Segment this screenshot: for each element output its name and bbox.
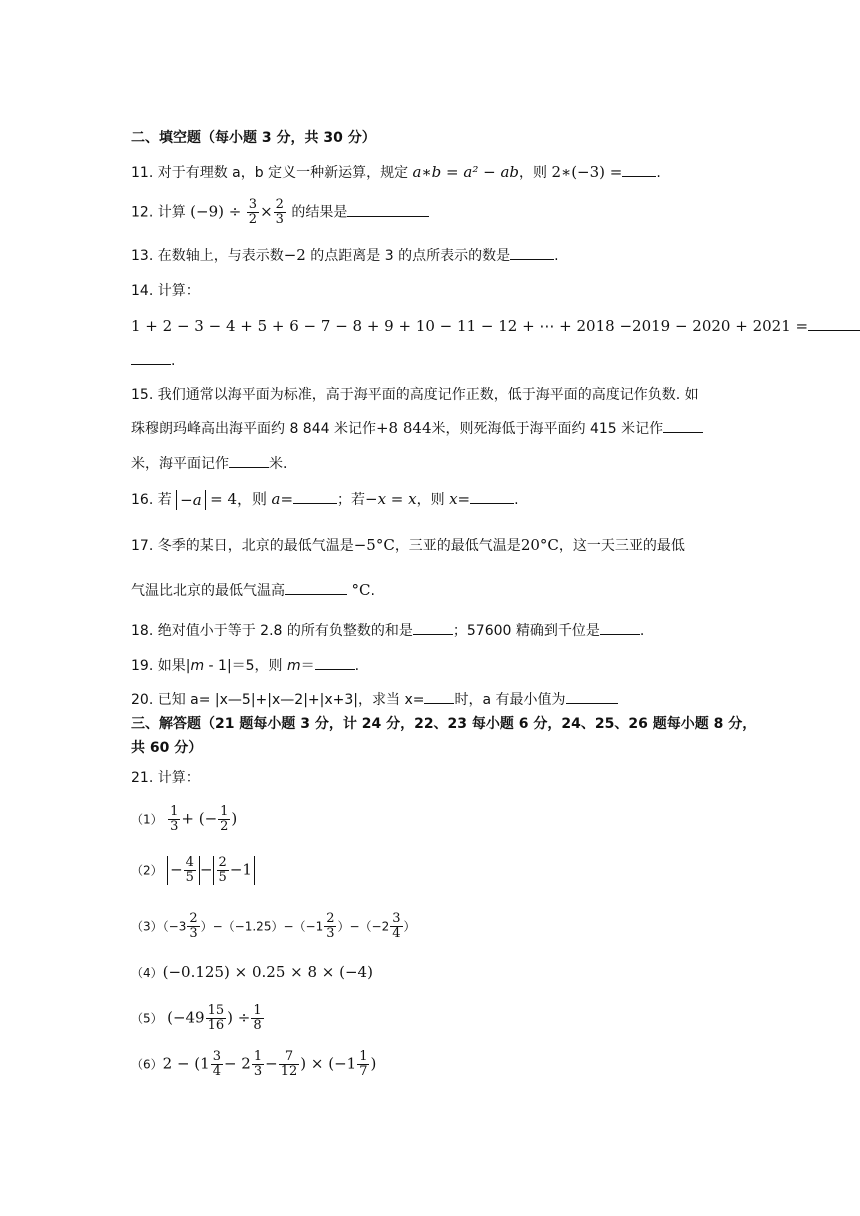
part-6-e: ) (370, 1054, 377, 1073)
q15-number: 15. (131, 387, 154, 403)
q17-line-2-text: 气温比北京的最低气温高 (131, 583, 285, 599)
numerator: 3 (212, 1049, 221, 1064)
denominator: 3 (189, 926, 198, 941)
numerator: 2 (275, 197, 284, 212)
part-1-fraction-2 (218, 805, 230, 834)
part-5-fraction-2 (251, 1004, 263, 1033)
q12-text: 计算 (157, 204, 186, 221)
q21-part-3 (131, 912, 416, 941)
q17-answer-blank[interactable] (285, 580, 347, 595)
q19-end: . (354, 658, 360, 674)
q17-text: 冬季的某日，北京的最低气温是 (157, 538, 354, 554)
q16-condition: −x = x (365, 490, 417, 508)
denominator: 4 (212, 1064, 221, 1079)
q16-end: . (514, 492, 519, 508)
denominator: 5 (218, 870, 227, 885)
part-2-tail: −1 (229, 860, 252, 879)
denominator: 3 (170, 819, 179, 834)
denominator: 3 (326, 926, 335, 941)
denominator: 3 (275, 212, 284, 227)
part-2-operator: − (199, 860, 213, 879)
part-5-label: （5） (131, 1011, 163, 1026)
denominator: 2 (248, 212, 258, 227)
q16-answer-blank-2[interactable] (470, 489, 514, 504)
q15-answer-blank-2[interactable] (229, 453, 269, 468)
q21-part-1 (131, 805, 237, 834)
q21-part-4 (131, 962, 373, 983)
question-13 (131, 245, 559, 266)
q17-value-1: −5°C (353, 536, 395, 554)
numerator: 15 (207, 1003, 225, 1018)
part-5-b: ) ÷ (227, 1008, 251, 1027)
part-3-fraction-1 (187, 912, 199, 941)
q16-absolute-value: −a (176, 490, 206, 510)
q11-end: . (656, 165, 661, 181)
q17-end: . (370, 583, 375, 599)
part-3-label: （3） (131, 919, 163, 934)
q15-line-3b: 米. (269, 456, 288, 472)
q12-text-2: 的结果是 (291, 204, 348, 221)
q15-line-2b: 米，则死海低于海平面约 415 米记作 (431, 421, 664, 437)
part-2-fraction-1 (184, 856, 196, 885)
question-16 (131, 489, 519, 510)
q19-var-m: m (190, 658, 205, 674)
part-3-c: ）−（−2 (337, 919, 390, 934)
q19-text-2: - 1|＝5，则 (204, 658, 283, 674)
question-21 (131, 768, 200, 788)
q13-number: 13. (131, 248, 154, 264)
question-14 (131, 281, 200, 301)
q14-answer-blank-2[interactable] (131, 350, 171, 365)
q15-line-1: 我们通常以海平面为标准，高于海平面的高度记作正数，低于海平面的高度记作负数. 如 (157, 387, 699, 403)
q19-answer-blank[interactable] (315, 655, 355, 670)
q15-line-2a: 珠穆朗玛峰高出海平面约 8 844 米记作 (131, 421, 376, 437)
q18-text-2: ；57600 精确到千位是 (452, 623, 600, 639)
q16-text-4: ，则 (416, 492, 445, 508)
part-6-a: 2 − (1 (162, 1054, 210, 1073)
part-1-operator: + (− (181, 809, 218, 828)
q21-part-2 (131, 856, 255, 885)
q13-text-2: 的点距离是 3 的点所表示的数是 (310, 248, 511, 264)
q20-answer-blank-2[interactable] (566, 689, 618, 704)
part-6-fraction-4 (357, 1050, 369, 1079)
q15-line-3 (131, 453, 287, 474)
q16-var-x: x (449, 490, 458, 508)
part-6-fraction-1 (211, 1050, 223, 1079)
q11-text-2: ，则 (519, 165, 547, 181)
q11-answer-blank[interactable] (622, 162, 656, 177)
denominator: 4 (392, 926, 401, 941)
numerator: 2 (218, 855, 227, 870)
part-6-fraction-2 (252, 1050, 264, 1079)
part-3-a: （−3 (162, 919, 187, 934)
question-11 (131, 162, 661, 183)
q15-answer-blank-1[interactable] (663, 418, 703, 433)
part-5-a: (−49 (167, 1008, 205, 1027)
minus-sign: − (170, 860, 183, 879)
q14-end: . (171, 353, 176, 369)
q16-eq-2: = (457, 490, 471, 508)
q19-var-m-2: m (287, 658, 301, 674)
section-2-title: 二、填空题（每小题 3 分，共 30 分） (131, 130, 376, 146)
part-6-d: ) × (−1 (300, 1054, 357, 1073)
part-4-expression: (−0.125) × 0.25 × 8 × (−4) (162, 963, 373, 981)
numerator: 1 (359, 1049, 368, 1064)
part-6-b: − 2 (223, 1054, 251, 1073)
q21-part-5 (131, 1004, 265, 1033)
question-20 (131, 689, 618, 710)
q19-text-3: ＝ (300, 658, 315, 674)
q17-number: 17. (131, 538, 154, 554)
part-2-abs-1 (167, 856, 200, 885)
question-18 (131, 620, 644, 641)
q12-fraction-1 (247, 198, 259, 227)
numerator: 1 (253, 1003, 262, 1018)
q18-number: 18. (131, 623, 154, 639)
q16-number: 16. (131, 492, 154, 508)
part-3-fraction-3 (390, 912, 402, 941)
q14-expression-line (131, 316, 860, 336)
q20-number: 20. (131, 692, 154, 708)
q20-text: 已知 a= |x—5|+|x—2|+|x+3|，求当 x= (157, 692, 425, 708)
numerator: 1 (253, 1049, 263, 1064)
section-3-title: 三、解答题（21 题每小题 3 分，计 24 分，22、23 每小题 6 分，24、25、26 题每小题 8 分， (131, 716, 757, 732)
numerator: 1 (220, 804, 229, 819)
part-3-b: ）−（−1.25）−（−1 (200, 919, 324, 934)
q16-var-a: a (271, 490, 281, 508)
q11-definition: a∗b = a² − ab (412, 163, 519, 181)
q15-line-3a: 米，海平面记作 (131, 456, 229, 472)
q15-value: +8 844 (375, 419, 432, 437)
q18-answer-blank-1[interactable] (413, 620, 453, 635)
q13-end: . (554, 248, 559, 264)
q17-text-3: ，这一天三亚的最低 (558, 538, 685, 554)
q11-number: 11. (131, 165, 154, 181)
q17-line-2 (131, 580, 375, 601)
q13-answer-blank[interactable] (510, 245, 554, 260)
question-12 (131, 198, 429, 227)
q21-text: 计算： (157, 770, 200, 786)
q17-value-2: 20°C (520, 536, 559, 554)
part-3-fraction-2 (324, 912, 336, 941)
denominator: 3 (253, 1064, 263, 1079)
q16-text-3: ；若 (337, 492, 366, 508)
q14-text: 计算： (157, 283, 200, 299)
q12-answer-blank[interactable] (347, 202, 429, 217)
question-17 (131, 535, 685, 556)
q13-text: 在数轴上，与表示数 (157, 248, 284, 264)
q14-number: 14. (131, 283, 154, 299)
question-15 (131, 385, 699, 405)
q14-expression: 1 + 2 − 3 − 4 + 5 + 6 − 7 − 8 + 9 + 10 − 11 − 12 + ⋯ + 2018 −2019 − 2020 + 2021 = (131, 317, 809, 335)
numerator: 3 (248, 197, 258, 212)
numerator: 1 (170, 804, 179, 819)
q20-text-2: 时，a 有最小值为 (454, 692, 566, 708)
part-6-c: − (265, 1054, 278, 1073)
q11-text: 对于有理数 a，b 定义一种新运算，规定 (157, 165, 409, 181)
numerator: 2 (189, 911, 198, 926)
q18-answer-blank-2[interactable] (600, 620, 640, 635)
part-1-end: ) (231, 809, 238, 828)
denominator: 12 (280, 1064, 298, 1079)
q21-number: 21. (131, 770, 154, 786)
q17-unit: °C (351, 581, 371, 599)
part-2-fraction-2 (217, 856, 229, 885)
q19-text: 如果| (157, 658, 191, 674)
q14-continuation (131, 350, 175, 371)
part-2-abs-2 (213, 856, 255, 885)
q16-eq-1: = (280, 490, 294, 508)
part-2-label: （2） (131, 863, 163, 878)
q12-pre: (−9) ÷ (190, 202, 242, 221)
q20-answer-blank-1[interactable] (424, 689, 454, 704)
q16-text-2: = 4，则 (210, 490, 268, 508)
part-6-fraction-3 (279, 1050, 300, 1079)
part-3-d: ） (403, 919, 416, 934)
q16-answer-blank-1[interactable] (293, 489, 337, 504)
q12-times: × (260, 202, 273, 221)
q18-end: . (639, 623, 645, 639)
part-1-label: （1） (131, 812, 163, 827)
denominator: 5 (185, 870, 194, 885)
q16-text: 若 (157, 492, 172, 508)
q12-number: 12. (131, 204, 154, 221)
q18-text: 绝对值小于等于 2.8 的所有负整数的和是 (157, 623, 413, 639)
part-1-fraction-1 (168, 805, 180, 834)
numerator: 2 (326, 911, 335, 926)
q15-line-2 (131, 418, 703, 439)
part-4-label: （4） (131, 966, 163, 980)
q13-value: −2 (283, 246, 306, 264)
denominator: 7 (359, 1064, 368, 1079)
numerator: 7 (279, 1050, 300, 1065)
section-3-title-cont: 共 60 分） (131, 740, 203, 756)
numerator: 3 (392, 911, 401, 926)
q21-part-6 (131, 1050, 376, 1079)
question-19 (131, 655, 359, 676)
denominator: 8 (253, 1018, 262, 1033)
q19-number: 19. (131, 658, 154, 674)
denominator: 2 (220, 819, 229, 834)
q14-answer-blank-1[interactable] (808, 316, 860, 331)
numerator: 4 (185, 855, 194, 870)
denominator: 16 (207, 1018, 225, 1033)
q12-fraction-2 (274, 198, 286, 227)
q11-expression: 2∗(−3) = (551, 163, 623, 181)
q17-text-2: ，三亚的最低气温是 (394, 538, 521, 554)
part-5-fraction-1 (206, 1004, 227, 1033)
part-6-label: （6） (131, 1057, 163, 1072)
